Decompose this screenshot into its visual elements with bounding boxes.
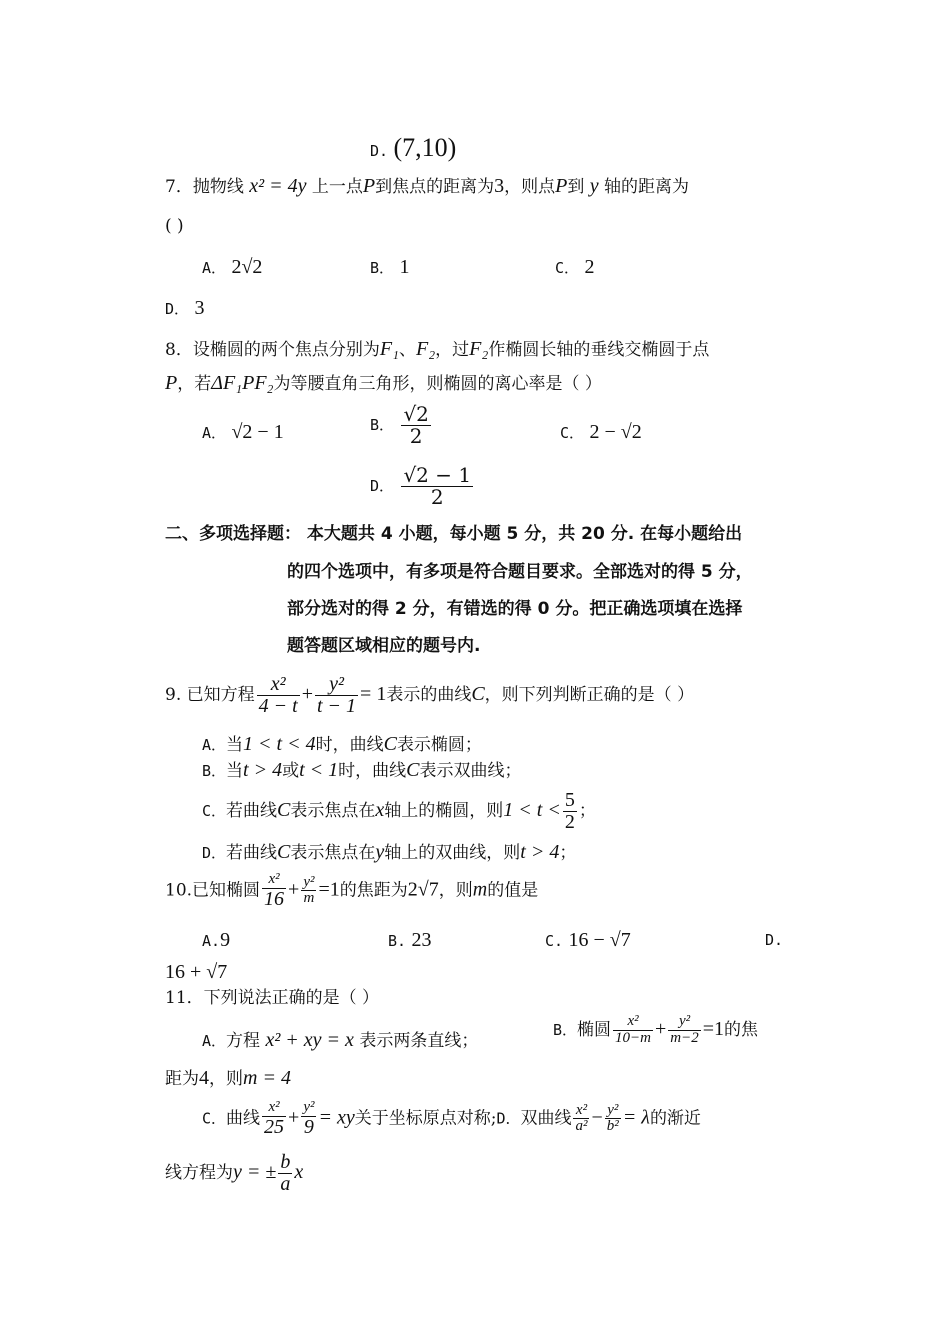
section-title: 二、多项选择题： bbox=[165, 524, 301, 544]
option-label: A． bbox=[202, 736, 227, 754]
fraction bbox=[301, 1100, 316, 1138]
option-text: 时，曲线 bbox=[338, 761, 407, 781]
fraction bbox=[278, 1152, 292, 1195]
stem-text: 到 bbox=[567, 177, 585, 197]
q9-option-d bbox=[202, 840, 576, 865]
q10-option-b bbox=[388, 928, 431, 953]
math: m = 4 bbox=[243, 1067, 291, 1089]
q9-stem bbox=[165, 674, 694, 717]
question-number: 11． bbox=[165, 988, 204, 1008]
q11-option-b bbox=[553, 1014, 758, 1047]
math: y bbox=[589, 175, 599, 197]
q7-option-b bbox=[370, 255, 409, 280]
stem-text: 、 bbox=[399, 340, 416, 360]
stem-text: ，则点 bbox=[504, 177, 556, 197]
q7-blank bbox=[165, 214, 184, 238]
math: P bbox=[362, 175, 376, 197]
math: y = ± bbox=[233, 1161, 277, 1183]
option-text: 关于坐标原点对称; bbox=[354, 1108, 497, 1129]
section2-heading bbox=[165, 522, 742, 546]
section-instructions: 的四个选项中，有多项是符合题目要求。全部选对的得 5 分， bbox=[287, 562, 753, 582]
option-label: D. bbox=[370, 142, 389, 160]
q7-option-d bbox=[165, 296, 204, 321]
math: t > 4 bbox=[520, 841, 560, 863]
question-number: 8． bbox=[165, 340, 193, 360]
option-label: D． bbox=[496, 1109, 521, 1128]
math: m bbox=[472, 878, 488, 901]
numerator: y² bbox=[605, 1103, 621, 1120]
option-label: C． bbox=[202, 1109, 227, 1128]
math: C bbox=[471, 683, 485, 705]
math: ΔF₁PF₂ bbox=[211, 372, 274, 394]
option-label: C． bbox=[202, 802, 227, 820]
q8-option-a bbox=[202, 420, 284, 445]
fraction bbox=[262, 872, 286, 910]
math: t < 1 bbox=[299, 759, 339, 781]
math: P bbox=[165, 372, 178, 394]
denominator: 10−m bbox=[615, 1029, 651, 1046]
math: = 1 bbox=[360, 683, 387, 705]
math: + bbox=[655, 1017, 667, 1040]
option-label: D． bbox=[370, 477, 395, 495]
q7-option-a bbox=[202, 255, 262, 280]
denominator: 16 bbox=[264, 887, 285, 910]
math: C bbox=[406, 759, 420, 781]
option-text: 时，曲线 bbox=[315, 735, 384, 755]
option-label: A． bbox=[202, 259, 227, 277]
math: C bbox=[383, 733, 397, 755]
stem-text: 轴的距离为 bbox=[604, 177, 690, 197]
option-text: 若曲线 bbox=[226, 801, 278, 821]
stem-text: ，则 bbox=[438, 880, 473, 901]
fraction bbox=[401, 404, 430, 447]
numerator: y² bbox=[315, 674, 358, 696]
stem-text: ，过 bbox=[435, 340, 470, 360]
q6-option-d bbox=[370, 133, 457, 163]
q7-stem bbox=[165, 174, 689, 199]
denominator: 2 bbox=[430, 485, 444, 509]
q8-option-d bbox=[370, 465, 475, 508]
fraction bbox=[262, 1100, 286, 1138]
math: = xy bbox=[318, 1106, 355, 1129]
q8-option-c bbox=[560, 420, 642, 445]
denominator: a bbox=[280, 1173, 291, 1195]
q8-stem-line1 bbox=[165, 337, 709, 362]
stem-text: 抛物线 bbox=[192, 177, 244, 197]
option-label: B． bbox=[202, 762, 227, 780]
denominator: 2 bbox=[409, 424, 423, 448]
option-label: B． bbox=[553, 1020, 578, 1039]
math: x² = 4y bbox=[249, 175, 307, 197]
numerator: √2 bbox=[403, 402, 429, 426]
denominator: a² bbox=[575, 1118, 588, 1135]
math: C bbox=[277, 841, 291, 863]
math: − bbox=[591, 1106, 603, 1129]
option-value: √2 − 1 bbox=[231, 421, 284, 443]
q10-stem bbox=[165, 872, 538, 910]
denominator: m−2 bbox=[670, 1029, 699, 1046]
option-label: A． bbox=[202, 1032, 227, 1050]
denominator: 4 − t bbox=[258, 695, 298, 717]
stem-text: 的值是 bbox=[487, 880, 539, 901]
fraction bbox=[563, 790, 577, 833]
option-text: 方程 bbox=[226, 1031, 261, 1051]
math: =1 bbox=[318, 878, 340, 901]
numerator: y² bbox=[303, 1099, 315, 1115]
option-value: 9 bbox=[220, 929, 231, 951]
option-text: ，则 bbox=[209, 1069, 243, 1089]
fraction bbox=[301, 875, 316, 908]
question-number: 7． bbox=[165, 177, 193, 197]
section2-line4 bbox=[287, 634, 480, 658]
denominator: 9 bbox=[303, 1115, 314, 1138]
stem-text: 下列说法正确的是（ ） bbox=[203, 988, 380, 1008]
option-text: 若曲线 bbox=[226, 843, 278, 863]
option-text: 的焦 bbox=[724, 1019, 759, 1040]
math: x bbox=[375, 799, 385, 821]
q11-stem bbox=[165, 986, 379, 1010]
option-value: (7,10) bbox=[393, 133, 457, 162]
denominator: 25 bbox=[264, 1115, 285, 1138]
numerator: 5 bbox=[564, 789, 575, 811]
math: P bbox=[555, 175, 568, 197]
math: y bbox=[375, 841, 385, 863]
fraction bbox=[257, 674, 300, 717]
option-text: 当 bbox=[226, 761, 244, 781]
stem-text: 的焦距为 bbox=[339, 880, 408, 901]
numerator: √2 − 1 bbox=[403, 463, 472, 487]
q7-option-c bbox=[555, 255, 594, 280]
q11-option-d-cont bbox=[165, 1152, 303, 1195]
numerator: x² bbox=[613, 1014, 653, 1031]
denominator: t − 1 bbox=[316, 695, 357, 717]
option-label: A. bbox=[202, 932, 221, 950]
question-number: 9. bbox=[165, 685, 182, 705]
option-label: B． bbox=[370, 259, 395, 277]
math: C bbox=[277, 799, 291, 821]
answer-blank: ( ) bbox=[165, 216, 184, 236]
numerator: x² bbox=[262, 1100, 286, 1117]
section2-line2 bbox=[287, 560, 753, 584]
fraction bbox=[315, 674, 358, 717]
math: + bbox=[288, 1106, 300, 1129]
math: t > 4 bbox=[243, 759, 283, 781]
option-value: 1 bbox=[399, 256, 410, 278]
stem-text: 作椭圆长轴的垂线交椭圆于点 bbox=[488, 340, 710, 360]
option-text: ； bbox=[559, 843, 577, 863]
numerator: y² bbox=[303, 873, 315, 890]
fraction bbox=[573, 1103, 589, 1136]
question-number: 10. bbox=[165, 880, 193, 901]
option-label: A． bbox=[202, 424, 227, 442]
option-value: 2 − √2 bbox=[589, 421, 642, 443]
q11-option-b-cont bbox=[165, 1066, 291, 1091]
numerator: x² bbox=[262, 872, 286, 889]
math: x bbox=[294, 1161, 304, 1183]
option-text: 表示焦点在 bbox=[290, 843, 376, 863]
option-label: C. bbox=[545, 932, 564, 950]
option-text: 轴上的椭圆，则 bbox=[384, 801, 504, 821]
numerator: x² bbox=[257, 674, 300, 696]
stem-text: ，若 bbox=[177, 374, 212, 394]
option-value: 2√2 bbox=[231, 256, 263, 278]
section-instructions: 本大题共 4 小题，每小题 5 分，共 20 分. 在每小题给出 bbox=[306, 524, 743, 544]
math: F₂ bbox=[416, 338, 436, 360]
stem-text: 设椭圆的两个焦点分别为 bbox=[192, 340, 380, 360]
math: + bbox=[301, 683, 313, 705]
option-text: 曲线 bbox=[226, 1108, 261, 1129]
option-value: 16 − √7 bbox=[568, 929, 631, 951]
option-text: 椭圆 bbox=[577, 1019, 612, 1040]
stem-text: 到焦点的距离为 bbox=[375, 177, 495, 197]
option-text: 表示焦点在 bbox=[290, 801, 376, 821]
math: F₂ bbox=[469, 338, 489, 360]
q10-option-a bbox=[202, 928, 230, 953]
stem-text: ，则下列判断正确的是（ ） bbox=[484, 685, 695, 705]
math: 2√7 bbox=[407, 878, 439, 901]
option-label: D． bbox=[165, 300, 190, 318]
stem-text: 上一点 bbox=[311, 177, 363, 197]
option-label: C． bbox=[560, 424, 585, 442]
math: 3 bbox=[494, 175, 505, 197]
section-instructions: 题答题区域相应的题号内. bbox=[287, 636, 481, 656]
fraction bbox=[605, 1103, 621, 1136]
option-text: 双曲线 bbox=[520, 1108, 572, 1129]
option-label: D． bbox=[202, 844, 227, 862]
option-text: 表示两条直线； bbox=[359, 1031, 479, 1051]
option-label: B. bbox=[388, 932, 407, 950]
denominator: m bbox=[303, 890, 315, 907]
denominator: b² bbox=[606, 1118, 619, 1135]
q10-option-d-value bbox=[165, 960, 227, 985]
stem-text: 表示的曲线 bbox=[386, 685, 472, 705]
q8-option-b bbox=[370, 404, 433, 447]
q11-option-a bbox=[202, 1028, 478, 1053]
option-label: B． bbox=[370, 416, 395, 434]
math: 1 < t < bbox=[503, 799, 561, 821]
option-value: 3 bbox=[194, 297, 205, 319]
q8-stem-line2 bbox=[165, 371, 602, 396]
q10-option-d-label bbox=[765, 928, 783, 952]
math: + bbox=[288, 878, 300, 901]
q11-option-c bbox=[202, 1100, 701, 1138]
fraction bbox=[668, 1014, 700, 1047]
fraction bbox=[613, 1014, 653, 1047]
math: x² + xy = x bbox=[265, 1029, 354, 1051]
fraction bbox=[401, 465, 473, 508]
option-text: 当 bbox=[226, 735, 244, 755]
stem-text: 为等腰直角三角形，则椭圆的离心率是（ ） bbox=[273, 374, 602, 394]
option-text: 距为 bbox=[165, 1069, 199, 1089]
option-text: 的渐近 bbox=[649, 1108, 701, 1129]
math: F₁ bbox=[379, 338, 399, 360]
q10-option-c bbox=[545, 928, 631, 953]
q9-option-b bbox=[202, 758, 522, 783]
numerator: b bbox=[280, 1151, 291, 1173]
q9-option-c bbox=[202, 790, 596, 833]
option-value: 23 bbox=[411, 929, 432, 951]
denominator: 2 bbox=[564, 811, 575, 833]
math: 1 < t < 4 bbox=[243, 733, 316, 755]
stem-text: 已知椭圆 bbox=[192, 880, 261, 901]
option-text: 线方程为 bbox=[165, 1163, 233, 1183]
option-text: 表示双曲线； bbox=[419, 761, 522, 781]
option-text: ； bbox=[578, 801, 596, 821]
option-text: 轴上的双曲线，则 bbox=[384, 843, 521, 863]
numerator: y² bbox=[668, 1014, 700, 1031]
option-text: 表示椭圆； bbox=[396, 735, 482, 755]
section2-line3 bbox=[287, 597, 742, 621]
section-instructions: 部分选对的得 2 分，有错选的得 0 分。把正确选项填在选择 bbox=[287, 599, 743, 619]
option-text: 或 bbox=[282, 761, 300, 781]
option-label: C． bbox=[555, 259, 580, 277]
math: =1 bbox=[702, 1017, 725, 1040]
option-value: 2 bbox=[584, 256, 595, 278]
option-label: D. bbox=[765, 931, 784, 949]
numerator: x² bbox=[573, 1103, 589, 1120]
math: 4 bbox=[199, 1067, 209, 1089]
math: = λ bbox=[622, 1106, 650, 1129]
stem-text: 已知方程 bbox=[186, 685, 255, 705]
option-value: 16 + √7 bbox=[165, 961, 228, 983]
q9-option-a bbox=[202, 732, 482, 757]
